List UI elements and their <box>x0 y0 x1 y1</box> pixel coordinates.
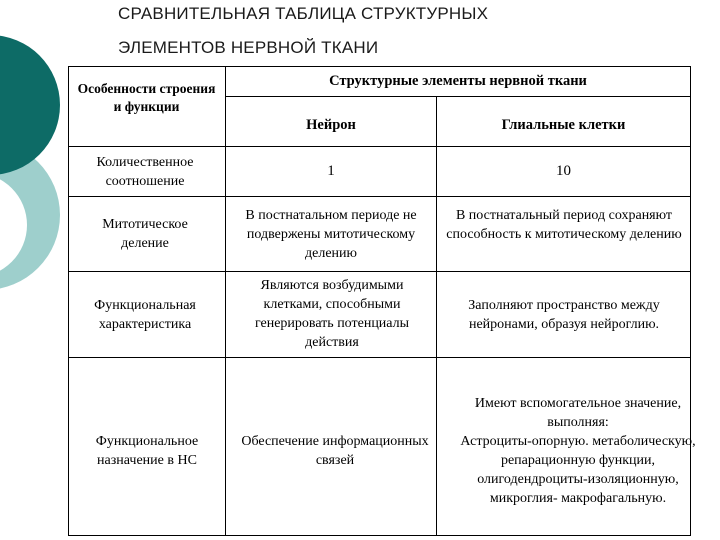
cell-glia-line: микроглия- макрофагальную. <box>489 491 667 506</box>
column-header-neuron: Нейрон <box>306 117 356 133</box>
page-title-line1: СРАВНИТЕЛЬНАЯ ТАБЛИЦА СТРУКТУРНЫХ <box>118 4 489 23</box>
cell-neuron: Обеспечение информационных связей <box>241 434 429 468</box>
decorative-circles <box>0 0 100 300</box>
cell-glia: В постнатальный период сохраняют способность к митотическому делению <box>446 208 682 242</box>
cell-glia-line: Имеют вспомогательное значение, <box>474 396 682 411</box>
column-divider <box>225 66 226 536</box>
column-header-glia: Глиальные клетки <box>501 117 626 133</box>
table-border-top <box>68 66 690 67</box>
cell-neuron: 1 <box>327 163 335 179</box>
cell-glia <box>437 394 719 508</box>
row-feature: Функциональная характеристика <box>94 298 196 332</box>
cell-glia-line: олигодендроциты-изоляционную, <box>477 472 679 487</box>
row-divider <box>68 196 690 197</box>
row-feature: Функциональное назначение в НС <box>95 434 199 468</box>
header-divider <box>225 96 690 97</box>
decor-circle-dark <box>0 35 60 175</box>
row-divider <box>68 271 690 272</box>
table-border-left <box>68 66 69 536</box>
cell-glia: Заполняют пространство между нейронами, образуя нейроглию. <box>468 298 660 332</box>
cell-glia: 10 <box>556 163 571 179</box>
corner-header: Особенности строения и функции <box>77 81 216 114</box>
cell-glia-line: Астроциты-опорную. метаболическую, <box>460 434 696 449</box>
cell-glia-line: выполняя: <box>547 415 609 430</box>
table-border-bottom <box>68 535 690 536</box>
page-title-line2: ЭЛЕМЕНТОВ НЕРВНОЙ ТКАНИ <box>118 38 379 57</box>
row-divider <box>68 146 690 147</box>
group-header: Структурные элементы нервной ткани <box>329 73 587 89</box>
row-feature: Митотическое деление <box>102 217 188 251</box>
cell-neuron: Являются возбудимыми клетками, способными генерировать потенциалы действия <box>254 278 410 350</box>
cell-glia-line: репарационную функции, <box>500 453 656 468</box>
cell-neuron: В постнатальном периоде не подвержены митотическому делению <box>245 208 417 261</box>
row-feature: Количественное соотношение <box>96 155 194 189</box>
row-divider <box>68 357 690 358</box>
